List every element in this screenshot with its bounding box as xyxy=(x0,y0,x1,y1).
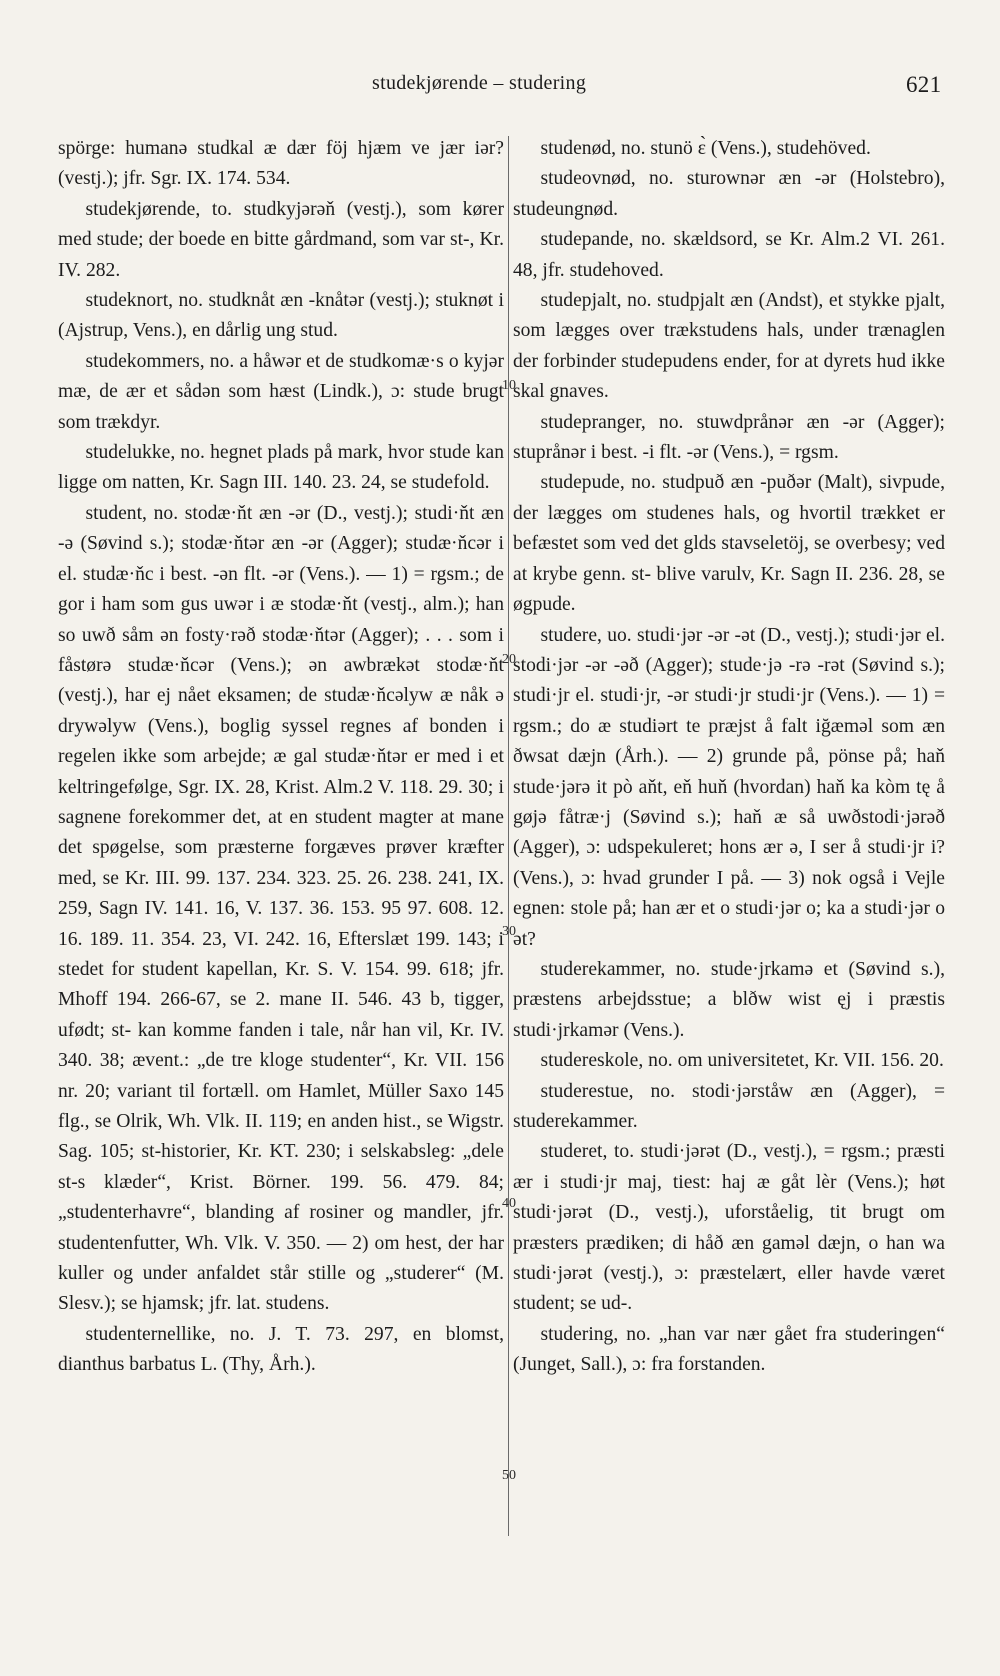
line-number-40: 40 xyxy=(502,1196,516,1211)
entry-studekommers: studekommers, no. a håwər et de studkomæ·s o kyjər mæ, de ær et sådən som hæst (Lindk.), ɔ: stude brugt som trækdyr. xyxy=(58,350,504,433)
entry-studeovnod: studeovnød, no. sturownər æn -ər (Holstebro), studeungnød. xyxy=(513,168,945,220)
column-divider xyxy=(508,136,509,1536)
left-column xyxy=(58,134,504,1381)
entry-studepude: studepude, no. studpuð æn -puðər (Malt), sivpude, der lægges om studenes hals, og hvortil trækket er befæstet som ved det glds stavseletöj, se overbesy; ved at krybe genn. st- blive varulv, Kr. Sagn II. 236. 28, se øgpude. xyxy=(513,472,945,616)
entry-continuation: spörge: humanə studkal æ dær föj hjæm ve jær iər? (vestj.); jfr. Sgr. IX. 174. 534. xyxy=(58,138,504,190)
entry-studerekammer: studerekammer, no. stude·jrkamə et (Søvind s.), præstens arbejdsstue; a blðw wist ęj i præstis studi·jrkamər (Vens.). xyxy=(513,958,945,1041)
entry-studereskole: studereskole, no. om universitetet, Kr. VII. 156. 20. xyxy=(540,1050,944,1072)
entry-studelukke: studelukke, no. hegnet plads på mark, hvor stude kan ligge om natten, Kr. Sagn III. 140. 23. 24, se studefold. xyxy=(58,442,504,494)
line-number-10: 10 xyxy=(502,378,516,393)
entry-studepranger: studepranger, no. stuwdprånər æn -ər (Agger); stuprånər i best. -i flt. -ər (Vens.), = rgsm. xyxy=(513,411,945,464)
line-number-20: 20 xyxy=(502,652,516,667)
entry-studerestue: studerestue, no. stodi·jərståw æn (Agger), = studerekammer. xyxy=(513,1080,945,1132)
entry-studenternellike: studenternellike, no. J. T. 73. 297, en blomst, dianthus barbatus L. (Thy, Årh.). xyxy=(58,1323,504,1376)
line-number-50: 50 xyxy=(502,1468,516,1483)
entry-studere: studere, uo. studi·jər -ər -ət (D., vestj.); studi·jər el. stodi·jər -ər -əð (Agger); stude·jə -rə -rət (Søvind s.); studi·jr el. studi·jr, -ər studi·jr studi·jr (Vens.). — 1) = rgsm.; do æ studiərt te præjst å falt iğæməl som æn ðwsat dæjn (Årh.). — 2) grunde på, pönse på; haň stude·jərə it pò aňt, eň huň (hvordan) haň ka kòm tę å gøjə fåtræ·j (Søvind s.); haň æ så uwðstodi·jərəð (Agger), ɔ: udspekuleret; hons ær ə, I ser å studi·jr i? (Vens.), ɔ: hvad grunder I på. — 3) nok også i Vejle egnen: stole på; han ær et o studi·jər o; ka a studi·jər o ət? xyxy=(513,624,945,950)
page-number: 621 xyxy=(906,72,942,97)
entry-studeret: studeret, to. studi·jərət (D., vestj.), = rgsm.; præsti ær i studi·jr maj, tiest: haj æ gåt lèr (Vens.); høt studi·jərət (D., vestj.), uforståelig, tit brugt om præsters prædiken; di håð æn gaməl dæjn, o han wa studi·jərət (vestj.), ɔ: præstelært, eller havde været student; se ud-. xyxy=(513,1141,945,1315)
line-number-30: 30 xyxy=(502,924,516,939)
right-column xyxy=(513,134,945,1381)
entry-studepjalt: studepjalt, no. studpjalt æn (Andst), et stykke pjalt, som lægges over trækstudens hals, under trænaglen der forbinder studepudens ender, for at dyrets hud ikke skal gnaves. xyxy=(513,290,945,403)
running-head-title: studekjørende – studering xyxy=(372,72,587,94)
entry-student: student, no. stodæ·ňt æn -ər (D., vestj.); studi·ňt æn -ə (Søvind s.); stodæ·ňtər æn -ər (Agger); studæ·ňcər i el. studæ·ňc i best. -ən flt. -ər (Vens.). — 1) = rgsm.; de gor i ham som gus uwər i æ stodæ·ňt (vestj., alm.); han so uwð såm ən fosty·rəð stodæ·ňtər (Agger); . . . som i fåstørə studæ·ňcər (Vens.); ən awbrækət stodæ·ňt (vestj.), har ej nået eksamen; de studæ·ňcəlyw æ nåk ə drywəlyw (Vens.), boglig syssel regnes af bonden i regelen ikke som arbejde; æ gal studæ·ňtər er med i et keltringefølge, Sgr. IX. 28, Krist. Alm.2 V. 118. 29. 30; i sagnene forekommer det, at en student magter at mane det spøgelse, som præsterne forgæves prøver kræfter med, se Kr. III. 99. 137. 234. 323. 25. 26. 238. 241, IX. 259, Sagn IV. 141. 16, V. 137. 36. 153. 95 97. 608. 12. 16. 189. 11. 354. 23, VI. 242. 16, Efterslæt 199. 143; i stedet for student kapellan, Kr. S. V. 154. 99. 618; jfr. Mhoff 194. 266-67, se 2. mane II. 546. 43 b, tigger, ufødt; st- kan komme fanden i tale, når han vil, Kr. IV. 340. 38; ævent.: „de tre kloge studenter“, Kr. VII. 156 nr. 20; variant til fortæll. om Hamlet, Müller Saxo 145 flg., se Olrik, Wh. Vlk. II. 119; en anden hist., se Wigstr. Sag. 105; st-historier, Kr. KT. 230; i selskabsleg: „dele st-s klæder“, Krist. Börner. 199. 56. 479. 84; „studenterhavre“, blanding af rosiner og mandler, jfr. studentenfutter, Wh. Vlk. V. 350. — 2) om hest, der har kuller og under anfaldet står stille og „studerer“ (M. Slesv.); se hjamsk; jfr. lat. studens. xyxy=(58,502,504,1315)
entry-studeknort: studeknort, no. studknåt æn -knåtər (vestj.); stuknøt i (Ajstrup, Vens.), en dårlig ung stud. xyxy=(58,290,504,342)
entry-studenod: studenød, no. stunö ɛ̀ (Vens.), studehöved. xyxy=(540,138,871,159)
entry-studekjorende: studekjørende, to. studkyjərəň (vestj.), som kører med stude; der boede en bitte gårdmand, som var st-, Kr. IV. 282. xyxy=(58,198,504,281)
entry-studepande: studepande, no. skældsord, se Kr. Alm.2 VI. 261. 48, jfr. studehoved. xyxy=(513,229,945,281)
entry-studering: studering, no. „han var nær gået fra studeringen“ (Junget, Sall.), ɔ: fra forstanden. xyxy=(513,1323,945,1376)
